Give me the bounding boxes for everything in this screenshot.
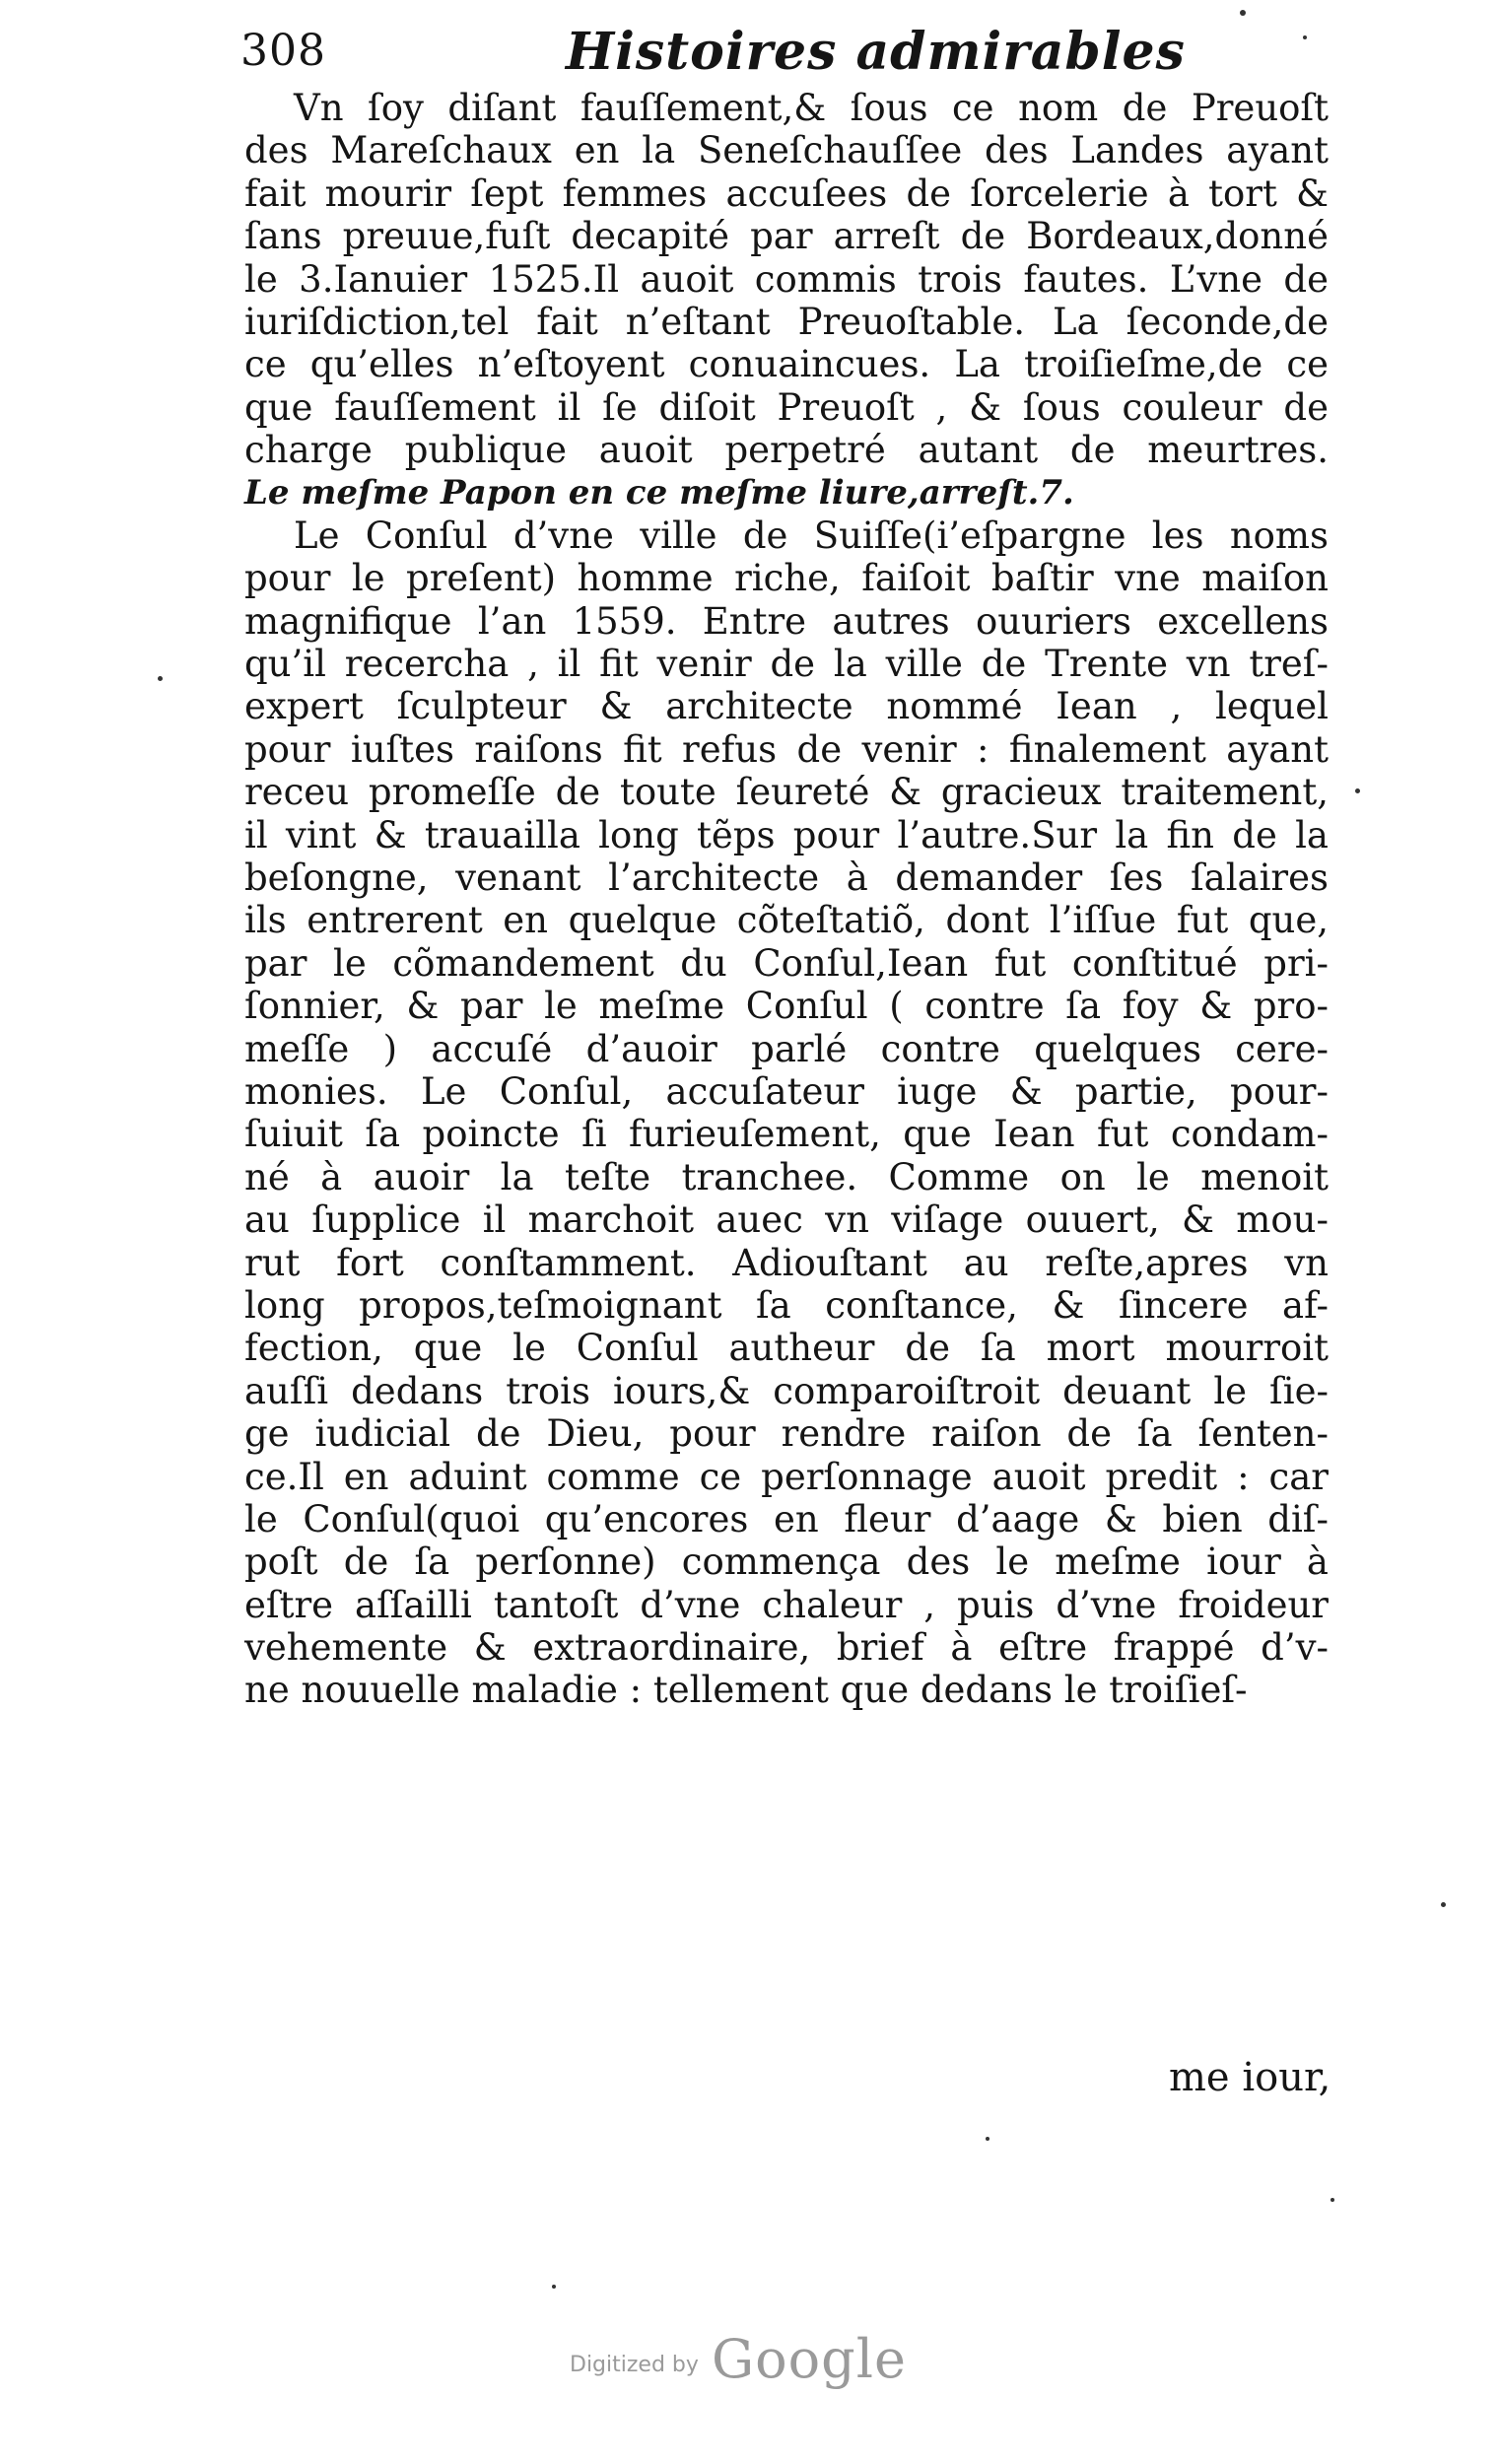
text-line: au ſupplice il marchoit auec vn viſage ouuert, & mou- bbox=[244, 1198, 1329, 1242]
text-line: ge iudicial de Dieu, pour rendre raiſon de ſa ſenten- bbox=[244, 1412, 1329, 1456]
text-line: meſſe ) accuſé d’auoir parlé contre quelques cere- bbox=[244, 1027, 1329, 1070]
text-line: monies. Le Conſul, accuſateur iuge & partie, pour- bbox=[244, 1069, 1329, 1113]
text-line: receu promeſſe de toute ſeureté & gracieux traitement, bbox=[244, 771, 1329, 814]
catchword: me iour, bbox=[1169, 2055, 1331, 2100]
text-line: ſonnier, & par le meſme Conſul ( contre ſa foy & pro- bbox=[244, 985, 1329, 1028]
page-number: 308 bbox=[240, 26, 326, 76]
text-line: charge publique auoit perpetré autant de meurtres. bbox=[244, 429, 1329, 472]
text-line: ſans preuue,fuſt decapité par arreſt de Bordeaux,donné bbox=[244, 215, 1329, 258]
running-head: Histoires admirables bbox=[566, 22, 1186, 82]
text-line: magnifique l’an 1559. Entre autres ouuriers excellens bbox=[244, 599, 1329, 643]
text-line: des Mareſchaux en la Seneſchauſſee des Landes ayant bbox=[244, 129, 1329, 172]
text-line: eſtre aſſailli tantoſt d’vne chaleur , puis d’vne froideur bbox=[244, 1583, 1329, 1626]
text-line: Vn ſoy diſant fauſſement,& ſous ce nom de Preuoſt bbox=[294, 87, 1329, 129]
text-line: fection, que le Conſul autheur de ſa mort mourroit bbox=[244, 1327, 1329, 1370]
text-line: poſt de ſa perſonne) commença des le meſme iour à bbox=[244, 1540, 1329, 1584]
text-line: le Conſul(quoi qu’encores en fleur d’aage & bien diſ- bbox=[244, 1497, 1329, 1540]
scan-speck bbox=[158, 676, 163, 681]
text-line: ce.Il en aduint comme ce perſonnage auoit predit : car bbox=[244, 1455, 1329, 1498]
text-line: ils entrerent en quelque cõteſtatiõ, dont l’iſſue fut que, bbox=[244, 899, 1329, 942]
text-line: pour le preſent) homme riche, faiſoit baſtir vne maiſon bbox=[244, 557, 1329, 600]
text-line: beſongne, venant l’architecte à demander ſes ſalaires bbox=[244, 856, 1329, 900]
digitized-by-watermark bbox=[570, 2328, 907, 2390]
digitized-by-label: Digitized by bbox=[570, 2353, 699, 2377]
scan-speck bbox=[1240, 10, 1246, 16]
text-line: rut fort conſtamment. Adiouſtant au reſte,apres vn bbox=[244, 1241, 1329, 1284]
scan-speck bbox=[986, 2137, 989, 2141]
text-line: ſuiuit ſa poincte ſi furieuſement, que Iean fut condam- bbox=[244, 1113, 1329, 1156]
text-line: Le meſme Papon en ce meſme liure,arreſt.7. bbox=[244, 472, 1074, 513]
text-line: il vint & trauailla long tẽps pour l’autre.Sur la fin de la bbox=[244, 813, 1329, 856]
scan-speck bbox=[1303, 35, 1307, 39]
text-line: qu’il recercha , il fit venir de la ville de Trente vn treſ- bbox=[244, 643, 1329, 686]
scan-speck bbox=[1441, 1902, 1446, 1907]
scan-speck bbox=[1355, 788, 1360, 793]
page-header bbox=[240, 18, 1344, 87]
text-line: iuriſdiction,tel fait n’eſtant Preuoſtable. La ſeconde,de bbox=[244, 300, 1329, 343]
text-line: né à auoir la teſte tranchee. Comme on le menoit bbox=[244, 1155, 1329, 1198]
text-line: pour iuſtes raiſons fit refus de venir : finalement ayant bbox=[244, 727, 1329, 771]
text-line: auſſi dedans trois iours,& comparoiſtroit deuant le ſie- bbox=[244, 1369, 1329, 1412]
text-line: par le cõmandement du Conſul,Iean fut conſtitué pri- bbox=[244, 941, 1329, 985]
text-line: expert ſculpteur & architecte nommé Iean , lequel bbox=[244, 685, 1329, 728]
text-line: ne nouuelle maladie : tellement que dedans le troiſieſ- bbox=[244, 1669, 1248, 1712]
text-line: vehemente & extraordinaire, brief à eſtre frappé d’v- bbox=[244, 1626, 1329, 1670]
text-line: le 3.Ianuier 1525.Il auoit commis trois fautes. L’vne de bbox=[244, 257, 1329, 301]
text-line: Le Conſul d’vne ville de Suiſſe(i’eſpargne les noms bbox=[294, 513, 1329, 557]
scan-speck bbox=[1330, 2198, 1334, 2202]
text-line: que fauſſement il ſe diſoit Preuoſt , & ſous couleur de bbox=[244, 385, 1329, 429]
scan-speck bbox=[552, 2285, 556, 2289]
body-text bbox=[244, 87, 1329, 1712]
google-wordmark: Google bbox=[712, 2328, 907, 2390]
text-line: ce qu’elles n’eſtoyent conuaincues. La troiſieſme,de ce bbox=[244, 343, 1329, 386]
text-line: fait mourir ſept femmes accuſees de ſorcelerie à tort & bbox=[244, 171, 1329, 215]
text-line: long propos,teſmoignant ſa conſtance, & ſincere af- bbox=[244, 1283, 1329, 1327]
